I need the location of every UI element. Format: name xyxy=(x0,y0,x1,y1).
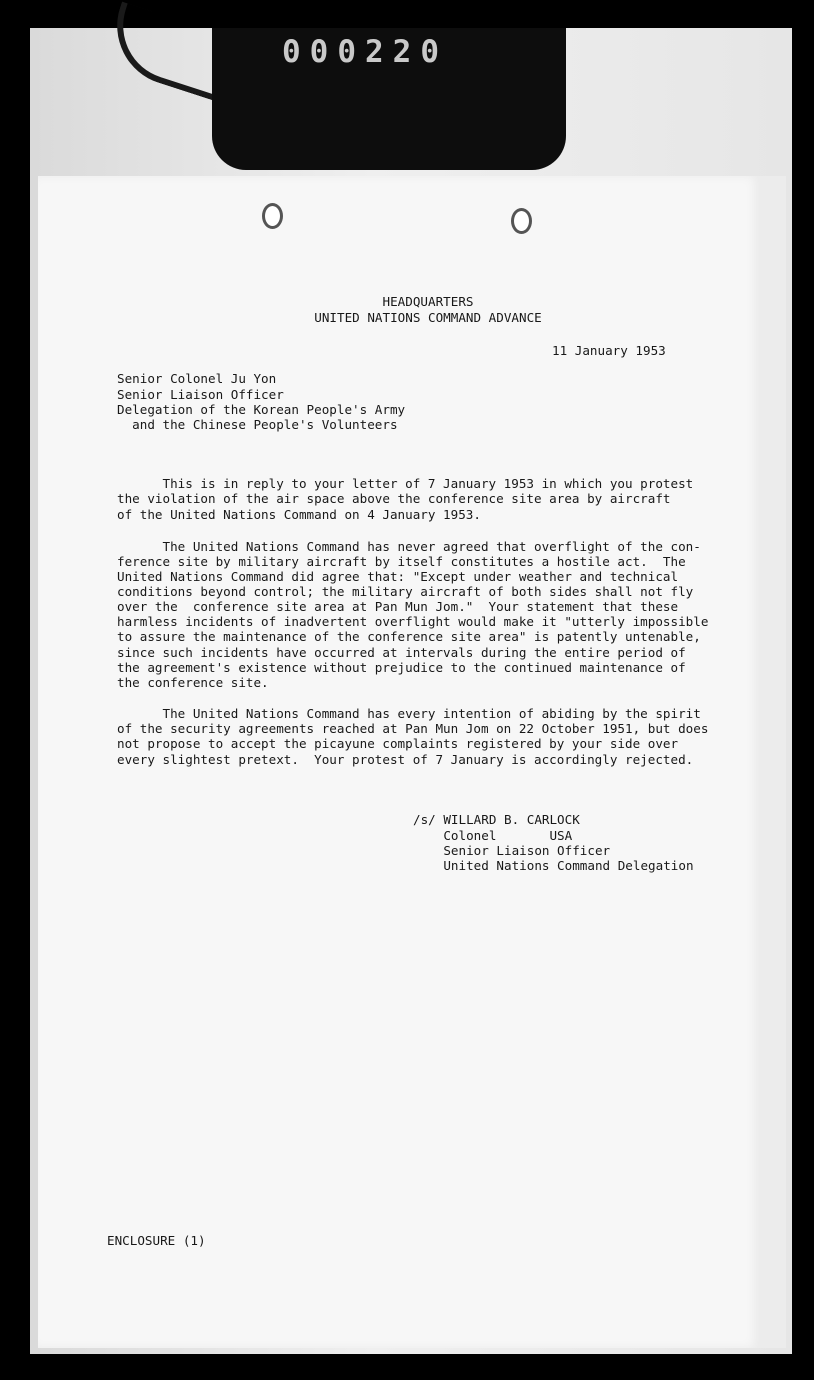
addressee-line-4: and the Chinese People's Volunteers xyxy=(117,417,398,432)
paragraph-2-line: United Nations Command did agree that: "Except under weather and technical xyxy=(117,569,679,584)
punch-hole-left xyxy=(262,203,283,229)
addressee-line-3: Delegation of the Korean People's Army xyxy=(117,402,406,417)
paragraph-2-line: the agreement's existence without prejudice to the continued maintenance of xyxy=(117,660,686,675)
enclosure-label: ENCLOSURE (1) xyxy=(107,1233,206,1248)
frame-counter-device xyxy=(212,28,566,170)
paragraph-2-line: conditions beyond control; the military aircraft of both sides shall not fly xyxy=(117,584,694,599)
addressee-line-2: Senior Liaison Officer xyxy=(117,387,284,402)
paragraph-2-line: over the conference site area at Pan Mun Jom." Your statement that these xyxy=(117,599,679,614)
paragraph-2-line: The United Nations Command has never agreed that overflight of the con- xyxy=(117,539,701,554)
paragraph-2-line: since such incidents have occurred at intervals during the entire period of xyxy=(117,645,686,660)
signature-name: /s/ WILLARD B. CARLOCK xyxy=(413,812,580,827)
punch-hole-right xyxy=(511,208,532,234)
frame-counter-digits: 000220 xyxy=(282,34,448,70)
addressee-line-1: Senior Colonel Ju Yon xyxy=(117,371,277,386)
signature-rank: Colonel USA xyxy=(413,828,573,843)
paragraph-3-line: of the security agreements reached at Pan Mun Jom on 22 October 1951, but does xyxy=(117,721,709,736)
signature-title: Senior Liaison Officer xyxy=(413,843,611,858)
paragraph-3-line: not propose to accept the picayune complaints registered by your side over xyxy=(117,736,679,751)
paragraph-2-line: the conference site. xyxy=(117,675,269,690)
page-edge xyxy=(760,176,786,1348)
paragraph-3-line: every slightest pretext. Your protest of 7 January is accordingly rejected. xyxy=(117,752,694,767)
paragraph-3-line: The United Nations Command has every intention of abiding by the spirit xyxy=(117,706,701,721)
paragraph-2-line: harmless incidents of inadvertent overflight would make it "utterly impossible xyxy=(117,614,709,629)
letterhead-subtitle: UNITED NATIONS COMMAND ADVANCE xyxy=(314,310,542,325)
paragraph-2-line: ference site by military aircraft by itself constitutes a hostile act. The xyxy=(117,554,686,569)
paragraph-2-line: to assure the maintenance of the conference site area" is patently untenable, xyxy=(117,629,701,644)
paragraph-1-line: This is in reply to your letter of 7 January 1953 in which you protest xyxy=(117,476,694,491)
letter-date: 11 January 1953 xyxy=(552,343,666,358)
paragraph-1-line: of the United Nations Command on 4 January 1953. xyxy=(117,507,481,522)
paragraph-1-line: the violation of the air space above the conference site area by aircraft xyxy=(117,491,671,506)
signature-organization: United Nations Command Delegation xyxy=(413,858,694,873)
letterhead-title: HEADQUARTERS xyxy=(382,294,474,309)
